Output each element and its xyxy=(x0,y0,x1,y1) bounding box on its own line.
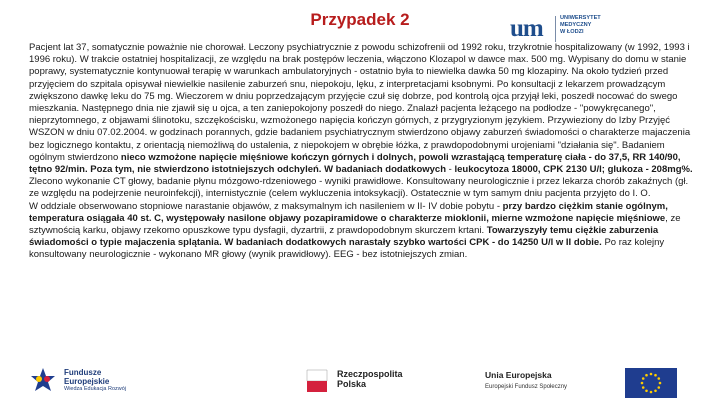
eu-star xyxy=(642,386,645,389)
eu-star xyxy=(659,382,662,385)
logo-line-3: W ŁODZI xyxy=(560,29,584,35)
logo-mark: um xyxy=(510,15,543,42)
eu-star xyxy=(642,377,645,380)
case-description xyxy=(29,42,694,262)
rp-name xyxy=(337,369,403,389)
logo-text xyxy=(560,15,610,36)
eu-star xyxy=(650,391,653,394)
eu-name: Unia Europejska xyxy=(485,370,552,380)
rp-line-1: Rzeczpospolita xyxy=(337,369,403,379)
text-run: Pacjent lat 37, somatycznie poważnie nie chorował. Leczony psychiatrycznie z powodu schizofrenii od 1992 roku, trzykrotnie hospitalizowany (w 1992, 1993 i 1996 roku). W trakcie ostatniej hospitalizacji, ze względu na brak postępów leczenia, włączono Klozapol w dawce max. 500 mg. Wypisany do domu w stanie poprawy, systematycznie kontynuował terapię w warunkach ambulatoryjnych - ostatnio była to niewielka dawka 50 mg klozapiny. Na około tydzień przed przyjęciem do szpitala opisywał niewielkie nasilenie zaburzeń snu, niepokoju, lęku, z interpretacjami ksobnymi. Po konsultacji z lekarzem prowadzącym zwiększono dawkę leku do 75 mg. Wieczorem w dniu poprzedzającym przyjęcie czuł się dobrze, pod kontrolą ojca przyjął leki, poszedł nocować do swego mieszkania. Następnego dnia nie zjawił się u ojca, a ten zaniepokojony poszedł do niego. Znalazł pacjenta leżącego na podłodze - "powykręcanego", nieprzytomnego, z objawami ślinotoku, szczękościsku, wzmożonego napięcia kończyn górnych, z przygryzionym językiem. Przywieziony do Izby Przyjęć WSZON w dniu 07.02.2004. w godzinach porannych, gdzie badaniem psychiatrycznym stwierdzono objawy zaburzeń świadomości o charakterze majaczenia bez logicznego kontaktu, z orientacją niemożliwą do ustalenia, z niepokojem w obrębie łóżka, z prawdopodobnymi urojeniami "działania się". Badaniem ogólnym stwierdzono xyxy=(29,42,691,163)
fe-program: Wiedza Edukacja Rozwój xyxy=(64,386,127,392)
eu-star xyxy=(650,373,653,376)
case-paragraph-1 xyxy=(29,42,694,201)
funding-footer xyxy=(0,358,720,405)
logo-line-2: MEDYCZNY xyxy=(560,22,592,28)
text-run: przy bardzo ciężkim stanie ogólnym, temperatura osiągała 40 st. C, występowały nasilone objawy pozapiramidowe o charakterze mioklonii, mierne wzmożone napięcie mięśniowe xyxy=(29,200,668,224)
fe-star-icon xyxy=(30,367,56,395)
eu-star xyxy=(657,386,660,389)
eu-flag-icon xyxy=(625,368,677,398)
text-run: Zlecono wykonanie CT głowy, badanie płynu mózgowo-rdzeniowego - wyniki prawidłowe. Konsultowany neurologicznie i przez lekarza chorób zakaźnych (gł. ze względu na podejrzenie neuroinfekcji), internistycznie (celem wykluczenia intoksykacji). Ostatecznie w tym samym dniu pacjenta przyjęto do I. O. xyxy=(29,176,689,200)
poland-flag-icon xyxy=(305,368,329,394)
text-run: leukocytoza 18000, CPK 2130 U/l; glukoza - 208mg%. xyxy=(454,164,693,176)
university-logo xyxy=(510,14,605,44)
text-run: - xyxy=(446,164,455,176)
text-run: , ze sztywnością karku, objawy rzekomo opuszkowe typu dysfagii, dyzartrii, z prawdopodobnym skurczem krtani. xyxy=(29,212,681,237)
eu-star xyxy=(645,389,648,392)
fundusze-europejskie-logo xyxy=(30,364,180,400)
eu-star xyxy=(654,389,657,392)
logo-line-1: UNIWERSYTET xyxy=(560,15,601,21)
fe-line-1: Fundusze xyxy=(64,368,102,377)
text-run: nieco wzmożone napięcie mięśniowe kończyn górnych i dolnych, powoli wzrastającą temperaturę ciała - do 37,5, RR 140/90, tętno 92/min. Poza tym, nie stwierdzono istotniejszych odchyleń. W badaniach dodatkowych xyxy=(29,151,681,176)
text-run: Po raz kolejny konsultowany neurologicznie - wykonano MR głowy (wynik prawidłowy). EEG - bez istotniejszych zmian. xyxy=(29,237,665,261)
text-run: W oddziale obserwowano stopniowe narastanie objawów, z maksymalnym ich nasileniem w II- IV dobie pobytu - xyxy=(29,200,503,212)
eu-star xyxy=(645,374,648,377)
logo-divider xyxy=(555,16,556,42)
eu-star xyxy=(657,377,660,380)
rzeczpospolita-polska-logo xyxy=(305,364,425,400)
fe-name xyxy=(64,368,109,386)
eu-fund: Europejski Fundusz Społeczny xyxy=(485,384,568,390)
case-paragraph-2 xyxy=(29,201,694,262)
text-run: Towarzyszyły temu ciężkie zaburzenia świadomości o typie majaczenia splątania. W badaniach dodatkowych narastały szybko wartości CPK - do 14250 U/l w II dobie. xyxy=(29,225,659,249)
fe-line-2: Europejskie xyxy=(64,377,110,386)
slide-title: Przypadek 2 xyxy=(310,10,410,29)
eu-star xyxy=(641,382,644,385)
rp-line-2: Polska xyxy=(337,379,367,389)
unia-europejska-logo xyxy=(485,364,695,400)
eu-star xyxy=(654,374,657,377)
